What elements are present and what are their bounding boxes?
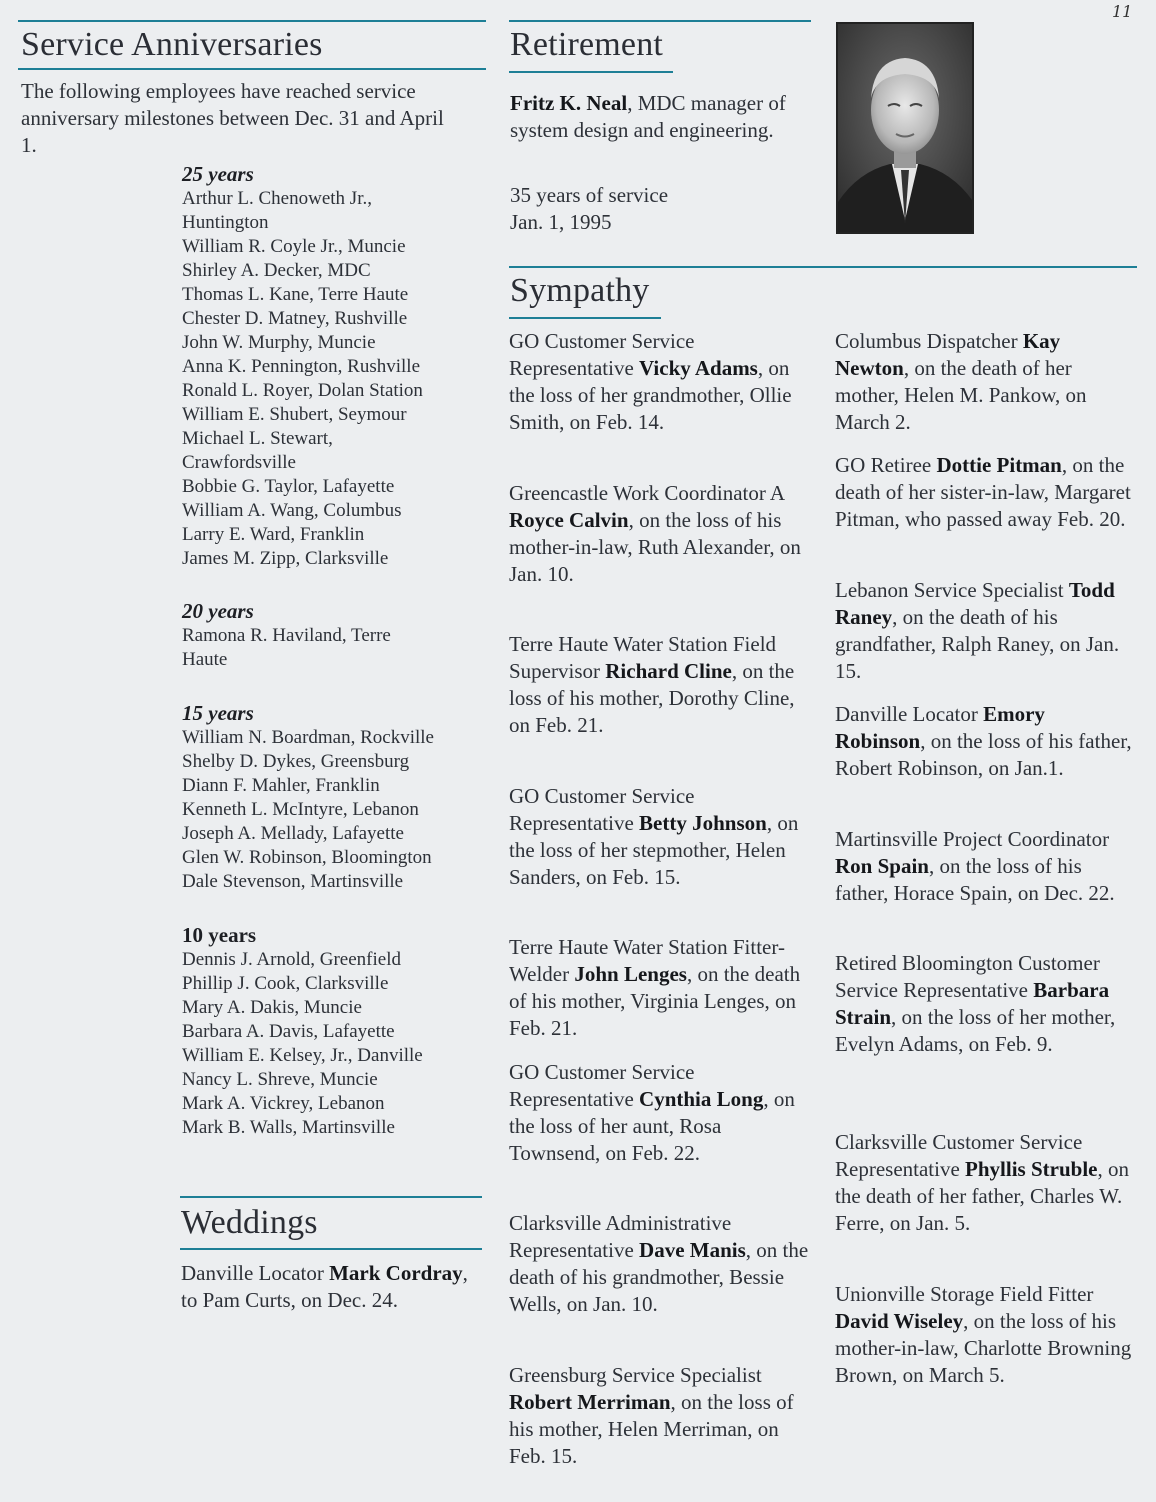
sympathy-entry: Lebanon Service Specialist Todd Raney, on the death of his grandfather, Ralph Raney, on Jan. 15. (835, 578, 1120, 683)
list-item: Kenneth L. McIntyre, Lebanon (182, 799, 419, 820)
list-item: Shirley A. Decker, MDC (182, 260, 371, 281)
years-group-10 (182, 922, 492, 1140)
sympathy-entry: GO Retiree Dottie Pitman, on the death of her sister-in-law, Margaret Pitman, who passed away Feb. 20. (835, 453, 1131, 531)
list-item: Chester D. Matney, Rushville (182, 308, 408, 329)
service-intro: The following employees have reached service anniversary milestones between Dec. 31 and April 1. (21, 79, 444, 157)
sympathy-entry: GO Customer Service Representative Betty Johnson, on the loss of her stepmother, Helen Sanders, on Feb. 15. (509, 784, 799, 889)
sympathy-entry: Martinsville Project Coordinator Ron Spain, on the loss of his father, Horace Spain, on Dec. 22. (835, 827, 1115, 905)
sympathy-entry: Clarksville Administrative Representative Dave Manis, on the death of his grandmother, Bessie Wells, on Jan. 10. (509, 1211, 809, 1316)
list-item: Mary A. Dakis, Muncie (182, 997, 362, 1018)
sympathy-entry: Columbus Dispatcher Kay Newton, on the death of her mother, Helen M. Pankow, on March 2. (835, 329, 1087, 434)
retirement-heading-rule (509, 71, 673, 73)
years-title: 15 years (182, 701, 254, 725)
years-title: 20 years (182, 599, 254, 623)
list-item: Nancy L. Shreve, Muncie (182, 1069, 378, 1090)
sympathy-entry: Unionville Storage Field Fitter David Wiseley, on the loss of his mother-in-law, Charlotte Browning Brown, on March 5. (835, 1282, 1132, 1387)
list-item: James M. Zipp, Clarksville (182, 548, 389, 569)
sympathy-top-rule (509, 266, 1137, 268)
weddings-entry: Danville Locator Mark Cordray, to Pam Curts, on Dec. 24. (181, 1261, 468, 1312)
list-item: Larry E. Ward, Franklin (182, 524, 365, 545)
list-item: Dennis J. Arnold, Greenfield (182, 949, 401, 970)
list-item: Glen W. Robinson, Bloomington (182, 847, 432, 868)
page-number: 11 (1112, 2, 1133, 21)
years-names (182, 726, 492, 894)
list-item: Ronald L. Royer, Dolan Station (182, 380, 423, 401)
retirement-entry: Fritz K. Neal, MDC manager of system design and engineering. (510, 91, 786, 142)
retirement-service-years: 35 years of service (510, 183, 669, 207)
sympathy-entry: Terre Haute Water Station Field Supervisor Richard Cline, on the loss of his mother, Dorothy Cline, on Feb. 21. (509, 632, 795, 737)
list-item: William N. Boardman, Rockville (182, 727, 434, 748)
years-names (182, 624, 492, 672)
sympathy-entry: Danville Locator Emory Robinson, on the loss of his father, Robert Robinson, on Jan.1. (835, 702, 1132, 780)
years-title: 10 years (182, 923, 257, 947)
list-item: William A. Wang, Columbus (182, 500, 402, 521)
list-item: Phillip J. Cook, Clarksville (182, 973, 389, 994)
list-item: Michael L. Stewart, Crawfordsville (182, 428, 333, 473)
retiree-portrait (836, 22, 974, 234)
sympathy-entry: GO Customer Service Representative Vicky Adams, on the loss of her grandmother, Ollie Smith, on Feb. 14. (509, 329, 792, 434)
sympathy-entry: Clarksville Customer Service Representative Phyllis Struble, on the death of her father, Charles W. Ferre, on Jan. 5. (835, 1130, 1129, 1235)
sympathy-entry: Greencastle Work Coordinator A Royce Calvin, on the loss of his mother-in-law, Ruth Alexander, on Jan. 10. (509, 481, 801, 586)
sympathy-entry: Retired Bloomington Customer Service Representative Barbara Strain, on the loss of her mother, Evelyn Adams, on Feb. 9. (835, 951, 1116, 1056)
list-item: Shelby D. Dykes, Greensburg (182, 751, 410, 772)
weddings-top-rule (180, 1196, 482, 1198)
years-names (182, 948, 492, 1140)
sympathy-heading-rule (509, 317, 661, 319)
list-item: Thomas L. Kane, Terre Haute (182, 284, 409, 305)
retirement-top-rule (509, 20, 811, 22)
list-item: Dale Stevenson, Martinsville (182, 871, 404, 892)
list-item: William E. Kelsey, Jr., Danville (182, 1045, 423, 1066)
years-group-20 (182, 598, 492, 672)
service-heading-rule (18, 68, 486, 70)
list-item: Joseph A. Mellady, Lafayette (182, 823, 404, 844)
list-item: Anna K. Pennington, Rushville (182, 356, 421, 377)
list-item: William E. Shubert, Seymour (182, 404, 407, 425)
years-group-25 (182, 161, 492, 571)
retirement-heading: Retirement (510, 26, 664, 63)
years-group-15 (182, 700, 492, 894)
list-item: Barbara A. Davis, Lafayette (182, 1021, 395, 1042)
sympathy-heading: Sympathy (510, 272, 650, 309)
years-title: 25 years (182, 162, 254, 186)
sympathy-entry: GO Customer Service Representative Cynthia Long, on the loss of her aunt, Rosa Townsend, on Feb. 22. (509, 1060, 795, 1165)
weddings-heading: Weddings (181, 1204, 318, 1241)
list-item: Ramona R. Haviland, Terre Haute (182, 625, 391, 670)
sympathy-entry: Greensburg Service Specialist Robert Merriman, on the loss of his mother, Helen Merriman, on Feb. 15. (509, 1363, 794, 1468)
list-item: Mark B. Walls, Martinsville (182, 1117, 395, 1138)
list-item: John W. Murphy, Muncie (182, 332, 376, 353)
list-item: Arthur L. Chenoweth Jr., Huntington (182, 188, 372, 233)
service-heading: Service Anniversaries (21, 26, 323, 63)
list-item: Mark A. Vickrey, Lebanon (182, 1093, 385, 1114)
weddings-heading-rule (180, 1248, 482, 1250)
retirement-date: Jan. 1, 1995 (510, 210, 612, 234)
list-item: William R. Coyle Jr., Muncie (182, 236, 406, 257)
list-item: Bobbie G. Taylor, Lafayette (182, 476, 395, 497)
sympathy-entry: Terre Haute Water Station Fitter-Welder John Lenges, on the death of his mother, Virginia Lenges, on Feb. 21. (509, 935, 801, 1040)
service-top-rule (18, 20, 486, 22)
list-item: Diann F. Mahler, Franklin (182, 775, 380, 796)
years-names (182, 187, 492, 571)
